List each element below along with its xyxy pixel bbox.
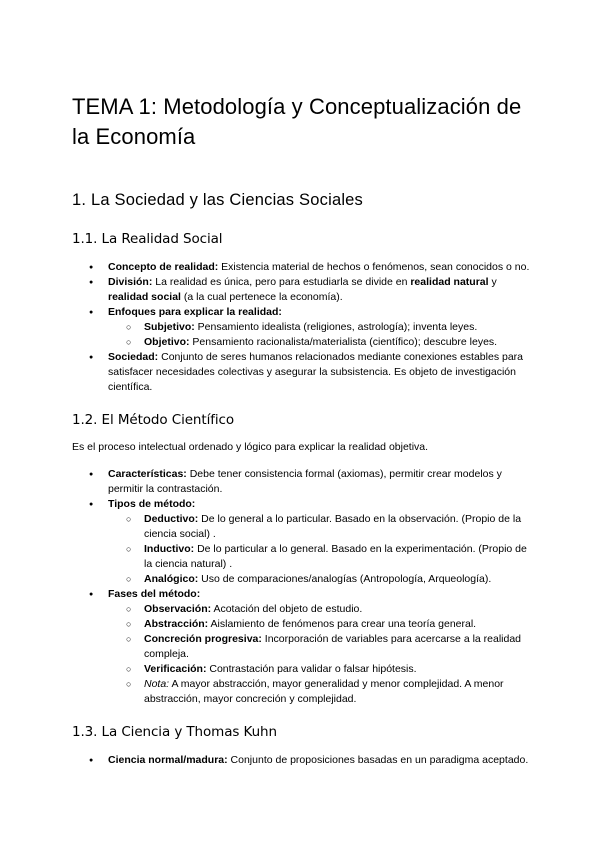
item-label: Deductivo: — [144, 513, 199, 525]
subsection-heading: 1.1. La Realidad Social — [72, 231, 223, 247]
item-text: Debe tener consistencia formal (axiomas), permitir crear modelos y permitir la contrastación. — [108, 468, 502, 495]
sub-list-item — [108, 617, 530, 632]
item-label: Concepto de realidad: — [108, 261, 219, 273]
section-heading: 1. La Sociedad y las Ciencias Sociales — [72, 191, 364, 209]
list-item — [72, 587, 530, 707]
list-item — [72, 275, 530, 305]
sub-list-item — [108, 512, 530, 542]
paragraph: Es el proceso intelectual ordenado y lógico para explicar la realidad objetiva. — [72, 441, 429, 453]
item-text: y — [488, 276, 497, 288]
sub-list-item — [108, 335, 530, 350]
page-title: TEMA 1: Metodología y Conceptualización de la Economía — [72, 94, 522, 149]
item-emphasis: realidad social — [108, 291, 181, 303]
item-text: Uso de comparaciones/analogías (Antropología, Arqueología). — [198, 573, 492, 585]
item-text: Pensamiento racionalista/materialista (científico); descubre leyes. — [189, 336, 498, 348]
item-text: Conjunto de proposiciones basadas en un paradigma aceptado. — [227, 754, 529, 766]
sub-list-item — [108, 677, 530, 707]
sub-list — [108, 512, 530, 587]
item-text: De lo particular a lo general. Basado en la experimentación. (Propio de la ciencia natural) . — [144, 543, 527, 570]
item-label: Observación: — [144, 603, 212, 615]
item-label: División: — [108, 276, 153, 288]
item-label: Enfoques para explicar la realidad: — [108, 306, 282, 318]
list-item — [72, 497, 530, 587]
sub-list-item — [108, 542, 530, 572]
item-text: Existencia material de hechos o fenómenos, sean conocidos o no. — [218, 261, 530, 273]
list-item — [72, 753, 530, 768]
list-item — [72, 260, 530, 275]
list-item — [72, 305, 530, 350]
item-text: Acotación del objeto de estudio. — [211, 603, 363, 615]
sub-list-item — [108, 632, 530, 662]
item-text: Conjunto de seres humanos relacionados mediante conexiones estables para satisfacer necesidades colectivas y asegurar la subsistencia. Es objeto de investigación científica. — [108, 351, 524, 393]
item-text: Aislamiento de fenómenos para crear una teoría general. — [208, 618, 477, 630]
sub-list-item — [108, 320, 530, 335]
bullet-list — [72, 260, 530, 395]
item-text: A mayor abstracción, mayor generalidad y menor complejidad. A menor abstracción, mayor concreción y complejidad. — [144, 678, 504, 705]
item-label: Inductivo: — [144, 543, 195, 555]
bullet-list — [72, 467, 530, 707]
item-emphasis: realidad natural — [410, 276, 489, 288]
subsection-heading: 1.2. El Método Científico — [72, 412, 235, 428]
item-label: Analógico: — [144, 573, 199, 585]
item-label: Sociedad: — [108, 351, 159, 363]
item-label: Concreción progresiva: — [144, 633, 262, 645]
item-label: Nota: — [144, 678, 170, 690]
sub-list — [108, 320, 530, 350]
item-label: Características: — [108, 468, 187, 480]
item-text: (a la cual pertenece la economía). — [180, 291, 343, 303]
item-label: Tipos de método: — [108, 498, 196, 510]
sub-list-item — [108, 602, 530, 617]
sub-list — [108, 602, 530, 707]
subsection-heading: 1.3. La Ciencia y Thomas Kuhn — [72, 724, 277, 740]
item-label: Fases del método: — [108, 588, 201, 600]
sub-list-item — [108, 572, 530, 587]
item-text: De lo general a lo particular. Basado en la observación. (Propio de la ciencia social) . — [144, 513, 522, 540]
item-label: Objetivo: — [144, 336, 190, 348]
bullet-list — [72, 753, 530, 768]
item-label: Abstracción: — [144, 618, 209, 630]
item-label: Ciencia normal/madura: — [108, 754, 228, 766]
item-text: Pensamiento idealista (religiones, astrología); inventa leyes. — [194, 321, 478, 333]
item-label: Subjetivo: — [144, 321, 195, 333]
list-item — [72, 350, 530, 395]
sub-list-item — [108, 662, 530, 677]
item-text: La realidad es única, pero para estudiarla se divide en — [152, 276, 411, 288]
item-text: Contrastación para validar o falsar hipótesis. — [206, 663, 417, 675]
list-item — [72, 467, 530, 497]
item-text: Incorporación de variables para acercarse a la realidad compleja. — [144, 633, 522, 660]
item-label: Verificación: — [144, 663, 207, 675]
